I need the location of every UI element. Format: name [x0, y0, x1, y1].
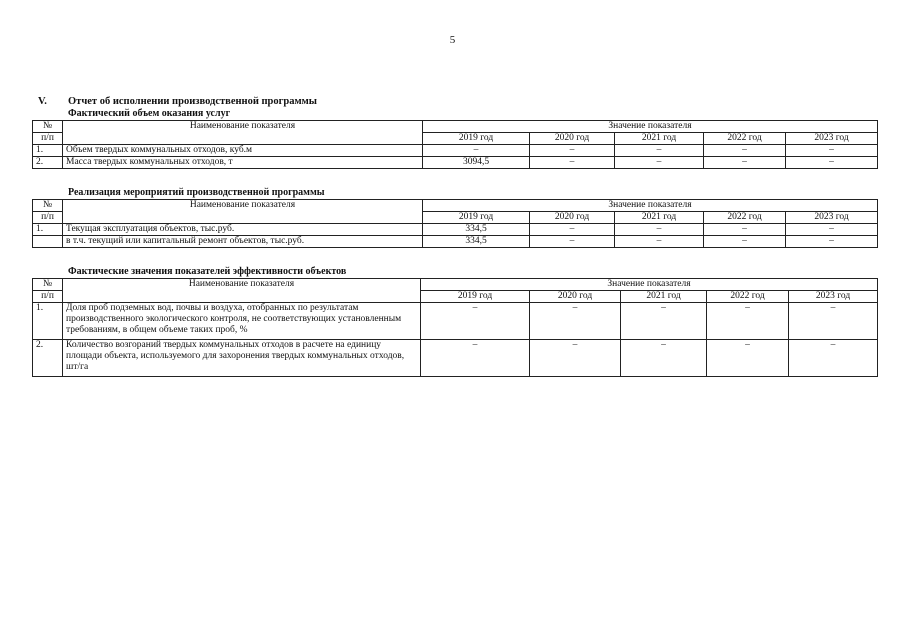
row-number — [33, 236, 63, 248]
header-year: 2021 год — [615, 133, 704, 145]
row-value: – — [704, 157, 786, 169]
row-number: 2. — [33, 157, 63, 169]
row-value: – — [615, 145, 704, 157]
row-number: 2. — [33, 340, 63, 377]
row-value: – — [707, 303, 789, 340]
row-number: 1. — [33, 145, 63, 157]
row-value: – — [704, 145, 786, 157]
header-indicator-value: Значение показателя — [423, 121, 878, 133]
header-indicator-name: Наименование показателя — [63, 279, 421, 303]
row-value: – — [421, 303, 530, 340]
row-value: – — [615, 224, 704, 236]
header-number: № — [33, 121, 63, 133]
header-year: 2020 год — [530, 133, 615, 145]
row-value: – — [707, 340, 789, 377]
table-program-measures — [32, 199, 878, 248]
header-indicator-name: Наименование показателя — [63, 121, 423, 145]
header-year: 2020 год — [530, 212, 615, 224]
header-number: № — [33, 200, 63, 212]
header-indicator-value: Значение показателя — [423, 200, 878, 212]
row-value: – — [530, 145, 615, 157]
row-number: 1. — [33, 224, 63, 236]
table-row — [33, 303, 878, 340]
row-value: – — [621, 303, 707, 340]
table-row — [33, 157, 878, 169]
row-name: в т.ч. текущий или капитальный ремонт объектов, тыс.руб. — [63, 236, 423, 248]
row-value: – — [789, 340, 878, 377]
row-value: – — [530, 236, 615, 248]
header-year: 2021 год — [615, 212, 704, 224]
row-value: 334,5 — [423, 224, 530, 236]
header-year: 2022 год — [704, 133, 786, 145]
header-year: 2019 год — [421, 291, 530, 303]
header-year: 2022 год — [704, 212, 786, 224]
header-number-sub: п/п — [33, 212, 63, 224]
header-year: 2019 год — [423, 212, 530, 224]
row-value: 334,5 — [423, 236, 530, 248]
row-value: – — [530, 340, 621, 377]
table-row — [33, 340, 878, 377]
row-name: Масса твердых коммунальных отходов, т — [63, 157, 423, 169]
row-value: – — [704, 224, 786, 236]
row-name: Текущая эксплуатация объектов, тыс.руб. — [63, 224, 423, 236]
row-value: – — [423, 145, 530, 157]
header-year: 2023 год — [786, 133, 878, 145]
header-year: 2020 год — [530, 291, 621, 303]
row-value: – — [615, 157, 704, 169]
row-value: – — [530, 303, 621, 340]
table2-caption: Реализация мероприятий производственной программы — [68, 187, 325, 198]
row-name: Доля проб подземных вод, почвы и воздуха, отобранных по результатам производственного экологического контроля, не соответствующих установленным требованиям, в общем объеме таких проб, % — [63, 303, 421, 340]
section-title: Отчет об исполнении производственной программы — [68, 96, 318, 107]
table1-caption: Фактический объем оказания услуг — [68, 108, 231, 119]
header-year: 2021 год — [621, 291, 707, 303]
row-value: – — [530, 157, 615, 169]
row-value: 3094,5 — [423, 157, 530, 169]
row-name: Количество возгораний твердых коммунальных отходов в расчете на единицу площади объекта, используемого для захоронения твердых коммунальных отходов, шт/га — [63, 340, 421, 377]
table3-caption: Фактические значения показателей эффективности объектов — [68, 266, 347, 277]
header-number-sub: п/п — [33, 133, 63, 145]
table-row — [33, 236, 878, 248]
table-efficiency-indicators — [32, 278, 878, 377]
section-heading — [38, 96, 317, 107]
page-number: 5 — [449, 34, 456, 46]
header-indicator-name: Наименование показателя — [63, 200, 423, 224]
header-year: 2019 год — [423, 133, 530, 145]
row-value: – — [786, 236, 878, 248]
row-name: Объем твердых коммунальных отходов, куб.м — [63, 145, 423, 157]
section-roman-numeral: V. — [38, 96, 47, 107]
row-number: 1. — [33, 303, 63, 340]
row-value: – — [530, 224, 615, 236]
row-value: – — [615, 236, 704, 248]
header-year: 2023 год — [789, 291, 878, 303]
row-value: – — [621, 340, 707, 377]
row-value: – — [786, 145, 878, 157]
header-year: 2022 год — [707, 291, 789, 303]
header-year: 2023 год — [786, 212, 878, 224]
row-value: – — [786, 224, 878, 236]
header-number-sub: п/п — [33, 291, 63, 303]
row-value: – — [789, 303, 878, 340]
header-number: № — [33, 279, 63, 291]
row-value: – — [704, 236, 786, 248]
row-value: – — [421, 340, 530, 377]
table-row — [33, 145, 878, 157]
row-value: – — [786, 157, 878, 169]
table-row — [33, 224, 878, 236]
table-service-volume — [32, 120, 878, 169]
header-indicator-value: Значение показателя — [421, 279, 878, 291]
